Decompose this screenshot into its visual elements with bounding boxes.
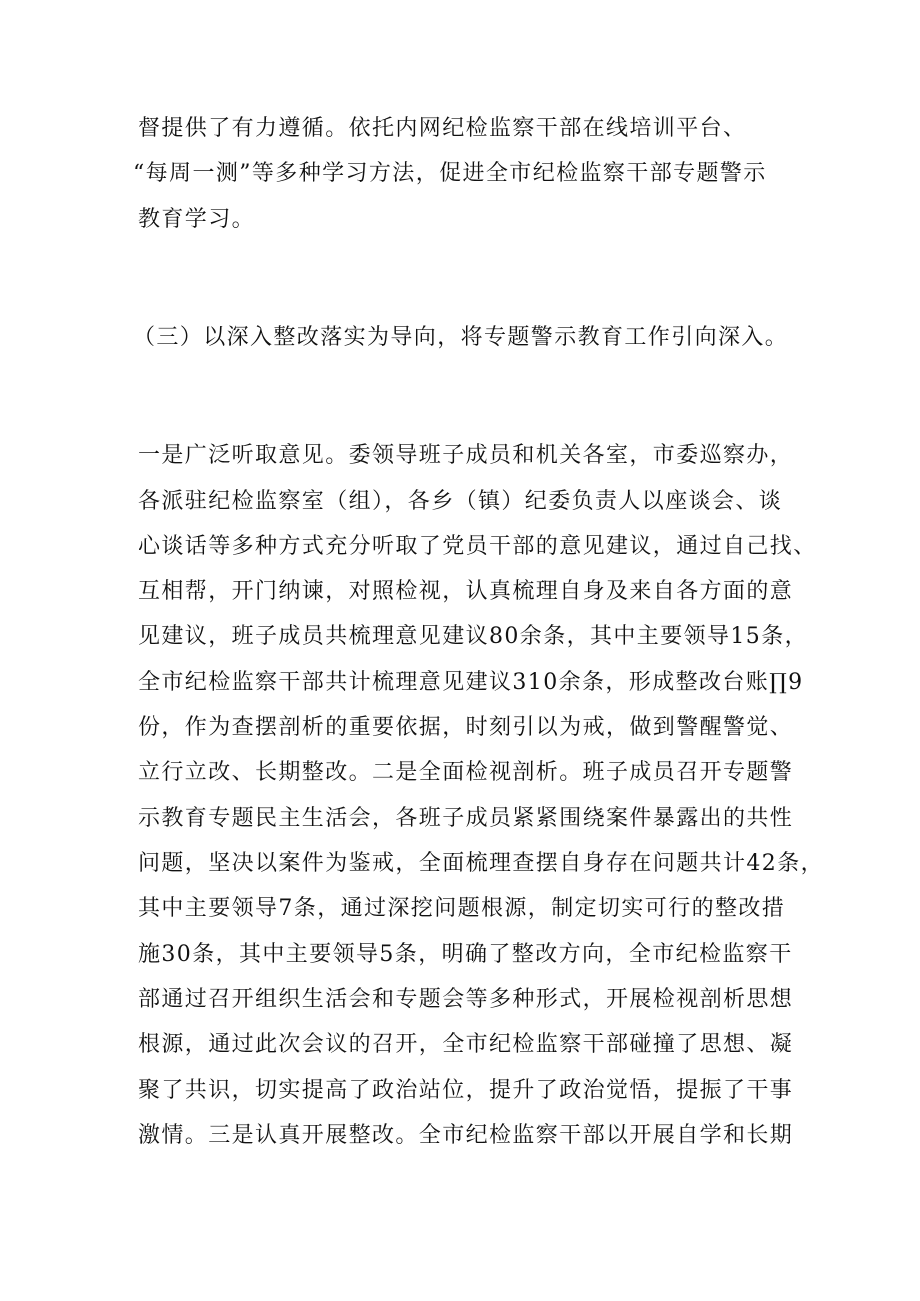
paragraph-2-line: 全市纪检监察干部共计梳理意见建议310余条，形成整改台账∏9 bbox=[138, 670, 804, 695]
paragraph-2-line: 部通过召开组织生活会和专题会等多种形式，开展检视剖析思想 bbox=[138, 987, 794, 1012]
paragraph-2-line: 各派驻纪检监察室（组），各乡（镇）纪委负责人以座谈会、谈 bbox=[138, 489, 783, 514]
paragraph-2-line: 根源，通过此次会议的召开，全市纪检监察干部碰撞了思想、凝 bbox=[138, 1032, 794, 1057]
paragraph-2-line: 份，作为查摆剖析的重要依据，时刻引以为戒，做到警醒警觉、 bbox=[138, 715, 794, 740]
paragraph-1-line: 督提供了有力遵循。依托内网纪检监察干部在线培训平台、 bbox=[138, 116, 747, 141]
paragraph-1-line: 教育学习。 bbox=[138, 207, 256, 232]
paragraph-2-line: 其中主要领导7条，通过深挖问题根源，制定切实可行的整改措 bbox=[138, 896, 786, 921]
paragraph-1-line: “每周一测”等多种学习方法，促进全市纪检监察干部专题警示 bbox=[133, 161, 767, 186]
paragraph-2-line: 互相帮，开门纳谏，对照检视，认真梳理自身及来自各方面的意 bbox=[138, 579, 794, 604]
section-heading-3: （三）以深入整改落实为导向，将专题警示教育工作引向深入。 bbox=[133, 325, 789, 350]
paragraph-2-line: 聚了共识，切实提高了政治站位，提升了政治觉悟，提振了干事 bbox=[138, 1078, 794, 1103]
paragraph-2-line: 立行立改、长期整改。二是全面检视剖析。班子成员召开专题警 bbox=[138, 760, 794, 785]
paragraph-2-line: 见建议，班子成员共梳理意见建议80余条，其中主要领导15条， bbox=[138, 624, 808, 649]
paragraph-2-line: 一是广泛听取意见。委领导班子成员和机关各室，市委巡察办， bbox=[138, 443, 794, 468]
paragraph-2-line: 施30条，其中主要领导5条，明确了整改方向，全市纪检监察干 bbox=[138, 942, 793, 967]
paragraph-2-line: 激情。三是认真开展整改。全市纪检监察干部以开展自学和长期 bbox=[138, 1123, 794, 1148]
paragraph-2-line: 心谈话等多种方式充分听取了党员干部的意见建议，通过自己找、 bbox=[138, 534, 817, 559]
paragraph-2-line: 示教育专题民主生活会，各班子成员紧紧围绕案件暴露出的共性 bbox=[138, 806, 794, 831]
paragraph-2-line: 问题，坚决以案件为鉴戒，全面梳理查摆自身存在问题共计42条， bbox=[138, 851, 824, 876]
